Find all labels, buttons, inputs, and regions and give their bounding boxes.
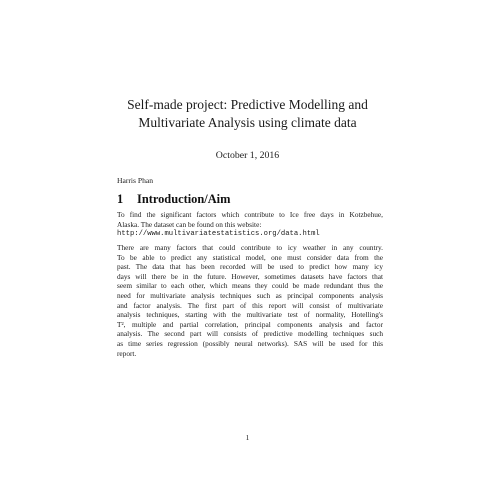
- page-number: 1: [245, 433, 250, 442]
- paragraph-line: and factor analysis. The first part of this report will consist of multivariate: [117, 300, 383, 310]
- paragraph-line: days will there be in the future. However, sometimes datasets have factors that: [117, 271, 383, 281]
- body-paragraph: [117, 243, 383, 358]
- intro-paragraph: [117, 210, 383, 229]
- section-number: 1: [117, 192, 124, 206]
- paper-date: October 1, 2016: [215, 150, 280, 161]
- dataset-url: http://www.multivariatestatistics.org/data.html: [117, 230, 320, 238]
- title-line: Multivariate Analysis using climate data: [138, 115, 357, 130]
- paragraph-line: There are many factors that could contribute to icy weather in any country.: [117, 243, 383, 252]
- paragraph-line: analysis. The second part will consists of predictive modelling techniques such: [117, 329, 383, 339]
- paragraph-line: past. The data that has been recorded will be used to predict how many icy: [117, 262, 383, 272]
- paragraph-line: need for multivariate analysis techniques such as principal components analysis: [117, 290, 383, 300]
- paragraph-line: seem similar to each other, which means they could be made redundant thus the: [117, 281, 383, 291]
- paragraph-line: To find the significant factors which contribute to Ice free days in Kotzbehue,: [117, 210, 383, 219]
- section-title: Introduction/Aim: [137, 192, 231, 206]
- paragraph-line: as time series regression (possibly neural networks). SAS will be used for this: [117, 338, 383, 348]
- paragraph-line: report.: [117, 348, 137, 358]
- section-heading: [117, 192, 230, 207]
- title-line: Self-made project: Predictive Modelling and: [127, 97, 368, 112]
- paragraph-line: Alaska. The dataset can be found on this website:: [117, 219, 262, 229]
- paragraph-line: T², multiple and partial correlation, principal components analysis and factor: [117, 319, 383, 329]
- paragraph-line: To be able to predict any statistical model, one must consider data from the: [117, 252, 383, 262]
- paper-author: Harris Phan: [117, 176, 154, 185]
- paragraph-line: analysis techniques, starting with the multivariate test of normality, Hotelling's: [117, 310, 383, 320]
- paper-title: [90, 96, 405, 132]
